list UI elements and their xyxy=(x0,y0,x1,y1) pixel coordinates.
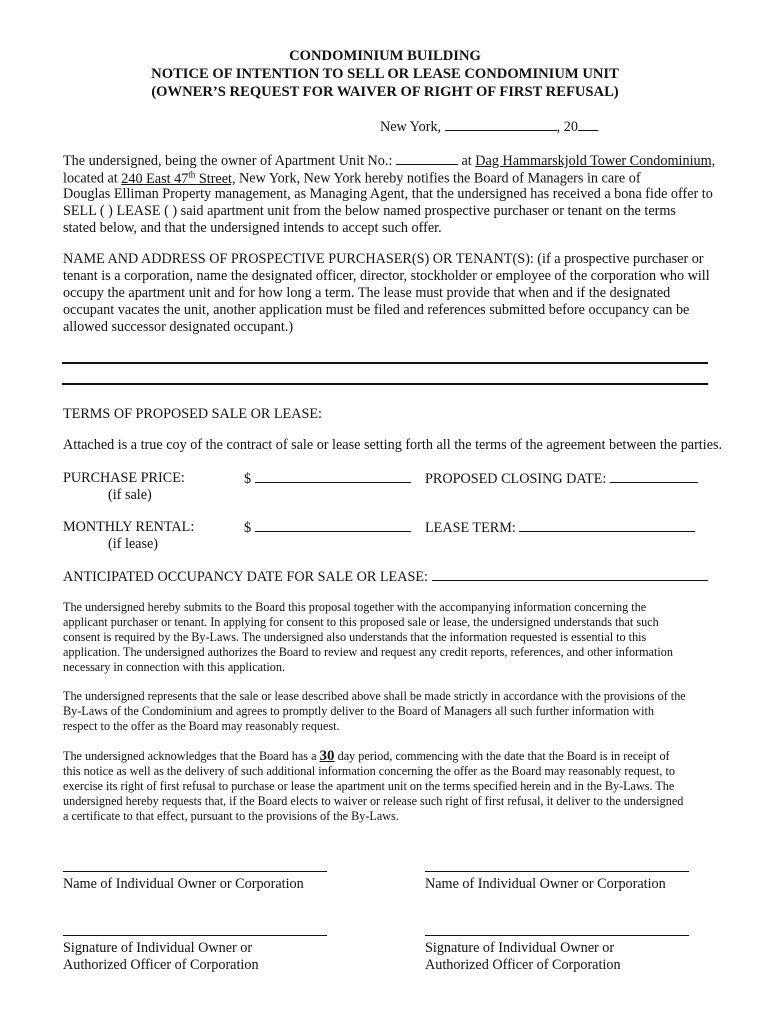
signature-field-left[interactable] xyxy=(63,935,327,936)
first-refusal-line xyxy=(63,749,683,764)
address-street: Street, xyxy=(198,170,236,187)
first-refusal-intro: The undersigned acknowledges that the Board has a xyxy=(63,749,317,763)
purchase-price-field-group xyxy=(244,470,411,488)
lease-term-group xyxy=(425,519,695,537)
first-refusal-line: a certificate to that effect, pursuant to the provisions of the By-Laws. xyxy=(63,809,399,823)
address-superscript: th xyxy=(188,169,196,179)
submission-paragraph xyxy=(63,600,673,675)
monthly-rental-field[interactable] xyxy=(255,519,411,532)
purchaser-line-5: allowed successor designated occupant.) xyxy=(63,319,294,335)
purchaser-entry-line-2[interactable] xyxy=(62,383,708,385)
signature-label-left-2: Authorized Officer of Corporation xyxy=(63,957,259,973)
closing-date-group xyxy=(425,470,698,488)
submission-line: consent is required by the By-Laws. The undersigned also understands that the information requested is essential to this xyxy=(63,630,647,644)
purchase-price-field[interactable] xyxy=(255,470,411,483)
intro-unit-label: The undersigned, being the owner of Apartment Unit No.: xyxy=(63,153,393,169)
representation-line: respect to the offer as the Board may reasonably request. xyxy=(63,719,340,733)
first-refusal-line: exercise its right of first refusal to purchase or lease the apartment unit on the terms specified herein and in the By-Laws. The xyxy=(63,779,675,793)
building-name: Dag Hammarskjold Tower Condominium, xyxy=(475,153,716,169)
submission-line: The undersigned hereby submits to the Board this proposal together with the accompanying information concerning the xyxy=(63,600,647,614)
intro-line-3: Douglas Elliman Property management, as Managing Agent, that the undersigned has received a bona fide offer to xyxy=(63,186,713,202)
unit-number-field[interactable] xyxy=(396,152,458,165)
dollar-sign: $ xyxy=(244,520,252,536)
intro-line-2 xyxy=(63,169,641,188)
submission-line: applicant purchaser or tenant. In applying for consent to this proposed sale or lease, the undersigned understands that such xyxy=(63,615,659,629)
purchaser-line-4: occupant vacates the unit, another application must be filed and references submitted before occupancy can be xyxy=(63,302,690,318)
if-lease-note: (if lease) xyxy=(108,536,159,552)
date-year-field[interactable] xyxy=(578,118,598,131)
intro-line-5: stated below, and that the undersigned intends to accept such offer. xyxy=(63,220,442,236)
terms-attached-note: Attached is a true coy of the contract of sale or lease setting forth all the terms of the agreement between the parties. xyxy=(63,437,723,453)
purchaser-entry-line-1[interactable] xyxy=(62,362,708,364)
monthly-rental-field-group xyxy=(244,519,411,537)
purchaser-line-3: occupy the apartment unit and for how long a term. The lease must provide that when and if the designated xyxy=(63,285,671,301)
purchaser-line-1: NAME AND ADDRESS OF PROSPECTIVE PURCHASER(S) OR TENANT(S): (if a prospective purchaser or xyxy=(63,251,704,267)
header-title-3: (OWNER’S REQUEST FOR WAIVER OF RIGHT OF FIRST REFUSAL) xyxy=(151,84,619,100)
header-title-2: NOTICE OF INTENTION TO SELL OR LEASE CONDOMINIUM UNIT xyxy=(151,66,619,82)
occupancy-date-field[interactable] xyxy=(432,568,708,581)
dollar-sign: $ xyxy=(244,471,252,487)
terms-heading: TERMS OF PROPOSED SALE OR LEASE: xyxy=(63,406,322,422)
signature-label-right-1: Signature of Individual Owner or xyxy=(425,940,615,956)
building-address xyxy=(121,171,235,187)
closing-date-field[interactable] xyxy=(610,470,698,483)
first-refusal-intro-cont: day period, commencing with the date that the Board is in receipt of xyxy=(337,749,670,763)
owner-name-label-right: Name of Individual Owner or Corporation xyxy=(425,876,666,892)
occupancy-date-label: ANTICIPATED OCCUPANCY DATE FOR SALE OR LEASE: xyxy=(63,569,428,585)
purchaser-line-2: tenant is a corporation, name the designated officer, director, stockholder or employee of the corporation who will xyxy=(63,268,710,284)
header-title-1: CONDOMINIUM BUILDING xyxy=(289,48,481,64)
closing-date-label: PROPOSED CLOSING DATE: xyxy=(425,471,607,487)
signature-field-right[interactable] xyxy=(425,935,689,936)
date-comma: , xyxy=(556,119,561,135)
date-month-day-field[interactable] xyxy=(445,118,557,131)
date-year-prefix: 20 xyxy=(563,119,578,135)
day-period-count: 30 xyxy=(319,748,335,764)
first-refusal-paragraph xyxy=(63,749,683,824)
signature-label-right-2: Authorized Officer of Corporation xyxy=(425,957,621,973)
owner-name-field-left[interactable] xyxy=(63,871,327,872)
representation-paragraph xyxy=(63,689,686,734)
intro-notifies: New York, New York hereby notifies the Board of Managers in care of xyxy=(239,170,641,187)
lease-term-label: LEASE TERM: xyxy=(425,520,516,536)
first-refusal-line: this notice as well as the delivery of such additional information concerning the offer as the Board may reasonably request, to xyxy=(63,764,676,778)
occupancy-date-group xyxy=(63,568,708,586)
date-city: New York, xyxy=(380,119,442,135)
intro-line-1 xyxy=(63,152,715,170)
representation-line: By-Laws of the Condominium and agrees to promptly deliver to the Board of Managers all such further information with xyxy=(63,704,654,718)
first-refusal-line: undersigned hereby requests that, if the Board elects to waiver or release such right of first refusal, it deliver to the undersigned xyxy=(63,794,684,808)
submission-line: application. The undersigned authorizes the Board to review and request any credit reports, references, and other information xyxy=(63,645,673,659)
intro-at: at xyxy=(461,153,472,169)
date-line xyxy=(380,118,598,136)
monthly-rental-label: MONTHLY RENTAL: xyxy=(63,519,195,535)
signature-label-left-1: Signature of Individual Owner or xyxy=(63,940,253,956)
owner-name-label-left: Name of Individual Owner or Corporation xyxy=(63,876,304,892)
if-sale-note: (if sale) xyxy=(108,487,152,503)
purchase-price-label: PURCHASE PRICE: xyxy=(63,470,185,486)
address-number: 240 East 47 xyxy=(121,170,189,187)
intro-located-at: located at xyxy=(63,170,118,187)
representation-line: The undersigned represents that the sale or lease described above shall be made strictly in accordance with the provisions of the xyxy=(63,689,686,703)
submission-line: necessary in connection with this application. xyxy=(63,660,286,674)
lease-term-field[interactable] xyxy=(519,519,695,532)
owner-name-field-right[interactable] xyxy=(425,871,689,872)
sell-lease-checkbox-line[interactable]: SELL ( ) LEASE ( ) said apartment unit from the below named prospective purchaser or tenant on the terms xyxy=(63,203,676,219)
